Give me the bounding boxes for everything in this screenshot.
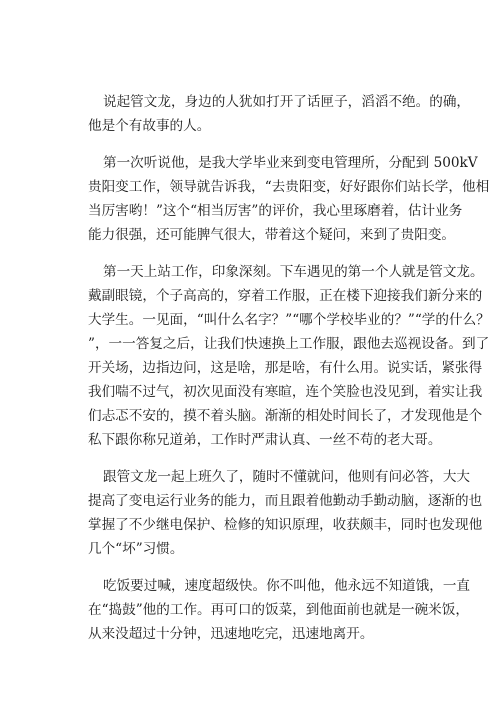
- text-line: 他是个有故事的人。: [88, 118, 211, 134]
- text-line: 第一次听说他，是我大学毕业来到变电管理所，分配到 500kV: [103, 155, 478, 171]
- text-line: 吃饭要过喊，速度超级快。你不叫他，他永远不知道饿，一直: [103, 578, 471, 594]
- text-line: 提高了变电运行业务的能力，而且跟着他勤动手勤动脑，逐渐的也: [88, 493, 483, 509]
- text-line: 贵阳变工作，领导就告诉我，“去贵阳变，好好跟你们站长学，他相: [88, 179, 490, 195]
- text-line: 当厉害哟！”这个“相当厉害”的评价，我心里琢磨着，估计业务: [88, 203, 463, 219]
- text-line: ”，一一答复之后，让我们快速换上工作服，跟他去巡视设备。到了: [88, 336, 490, 352]
- document-body: [88, 90, 490, 659]
- text-line: 第一天上站工作，印象深刻。下车遇见的第一个人就是管文龙。: [103, 264, 484, 280]
- text-line: 大学生。一见面，“叫什么名字？”“哪个学校毕业的？”“学的什么？: [88, 312, 490, 328]
- text-line: 说起管文龙，身边的人犹如打开了话匣子，滔滔不绝。的确，: [103, 94, 471, 110]
- paragraph-1: [88, 90, 471, 138]
- text-line: 们忐忑不安的，摸不着头脑。渐渐的相处时间长了，才发现他是个: [88, 408, 483, 424]
- text-line: 掌握了不少继电保护、检修的知识原理，收获颇丰，同时也发现他: [88, 517, 483, 533]
- text-line: 几个“坏”习惯。: [88, 541, 184, 557]
- paragraph-5: [88, 574, 471, 646]
- text-line: 我们喘不过气，初次见面没有寒暄，连个笑脸也没见到，着实让我: [88, 384, 483, 400]
- paragraph-4: [88, 465, 483, 561]
- text-line: 能力很强，还可能脾气很大，带着这个疑问，来到了贵阳变。: [88, 227, 456, 243]
- paragraph-3: [88, 260, 490, 452]
- text-line: 跟管文龙一起上班久了，随时不懂就问，他则有问必答，大大: [103, 469, 471, 485]
- text-line: 从来没超过十分钟，迅速地吃完，迅速地离开。: [88, 626, 374, 642]
- text-line: 私下跟你称兄道弟，工作时严肃认真、一丝不苟的老大哥。: [88, 432, 442, 448]
- paragraph-2: [88, 151, 490, 247]
- text-line: 在“捣鼓”他的工作。再可口的饭菜，到他面前也就是一碗米饭，: [88, 602, 469, 618]
- text-line: 开关场，边指边问，这是啥，那是啥，有什么用。说实话，紧张得: [88, 360, 483, 376]
- text-line: 戴副眼镜，个子高高的，穿着工作服，正在楼下迎接我们新分来的: [88, 288, 483, 304]
